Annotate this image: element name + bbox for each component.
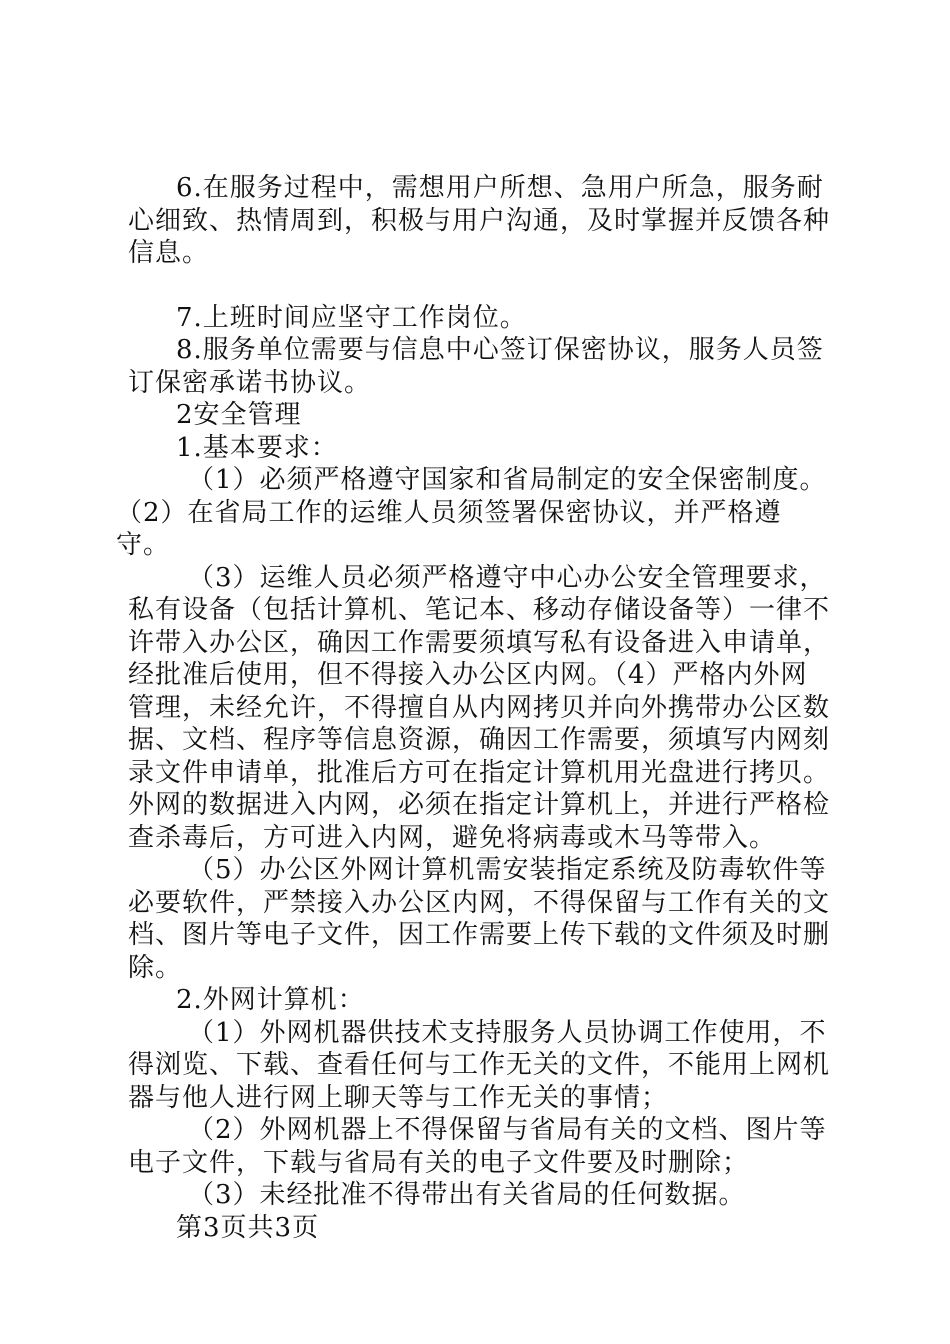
- external-rule-3: （3）未经批准不得带出有关省局的任何数据。: [188, 1180, 746, 1210]
- requirement-2: （2）在省局工作的运维人员须签署保密协议，并严格遵守。: [116, 497, 782, 560]
- paragraph-item-7: 7.上班时间应坚守工作岗位。: [176, 302, 527, 333]
- page-number: 第3页共3页: [176, 1212, 320, 1243]
- subheading-basic-requirements: 1.基本要求：: [176, 432, 338, 463]
- document-body: [116, 172, 834, 1244]
- section-heading-security: 2安全管理: [176, 400, 302, 430]
- external-rule-1: （1）外网机器供技术支持服务人员协调工作使用，不得浏览、下载、查看任何与工作无关的文件，不能用上网机器与他人进行网上聊天等与工作无关的事情；: [128, 1017, 831, 1113]
- paragraph-item-6: 6.在服务过程中，需想用户所想、急用户所急，服务耐心细致、热情周到，积极与用户沟通，及时掌握并反馈各种信息。: [128, 173, 831, 268]
- requirement-3-4: （3）运维人员必须严格遵守中心办公安全管理要求，私有设备（包括计算机、笔记本、移动存储设备等）一律不许带入办公区，确因工作需要须填写私有设备进入申请单，经批准后使用，但不得接入办公区内网。（4）严格内外网管理，未经允许，不得擅自从内网拷贝并向外携带办公区数据、文档、程序等信息资源，确因工作需要，须填写内网刻录文件申请单，批准后方可在指定计算机用光盘进行拷贝。外网的数据进入内网，必须在指定计算机上，并进行严格检查杀毒后，方可进入内网，避免将病毒或木马等带入。: [128, 562, 831, 853]
- requirement-5: （5）办公区外网计算机需安装指定系统及防毒软件等必要软件，严禁接入办公区内网，不得保留与工作有关的文档、图片等电子文件，因工作需要上传下载的文件须及时删除。: [128, 855, 831, 983]
- external-rule-2: （2）外网机器上不得保留与省局有关的文档、图片等电子文件，下载与省局有关的电子文件要及时删除；: [128, 1115, 827, 1178]
- subheading-external-computers: 2.外网计算机：: [176, 985, 365, 1015]
- paragraph-item-8: 8.服务单位需要与信息中心签订保密协议，服务人员签订保密承诺书协议。: [128, 335, 824, 398]
- requirement-1: （1）必须严格遵守国家和省局制定的安全保密制度。: [188, 465, 827, 495]
